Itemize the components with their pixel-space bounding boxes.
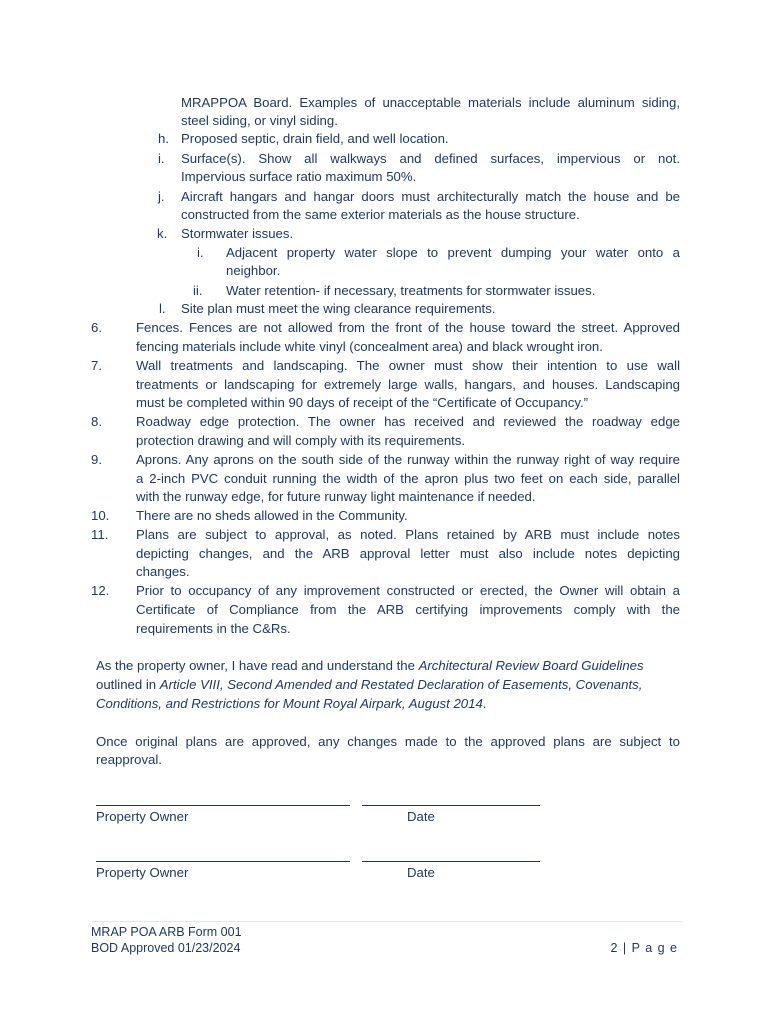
list-label: i. xyxy=(197,245,204,260)
list-item-text: changes. xyxy=(136,564,190,579)
footer-divider xyxy=(92,921,682,922)
page-number: 2 | P a g e xyxy=(610,941,678,955)
list-item-text: Roadway edge protection. The owner has received and reviewed the roadway edge xyxy=(136,414,680,429)
list-label: 12. xyxy=(91,583,110,598)
item-g-continuation-line: steel siding, or vinyl siding. xyxy=(181,113,338,128)
list-label: k. xyxy=(157,226,168,241)
list-item-text: treatments or landscaping for extremely large walls, hangars, and houses. Landscaping xyxy=(136,377,680,392)
list-item-text: Prior to occupancy of any improvement constructed or erected, the Owner will obtain a xyxy=(136,583,680,598)
list-label: 8. xyxy=(91,414,102,429)
reapproval-line: Once original plans are approved, any changes made to the approved plans are subject to xyxy=(96,734,680,749)
date-signature-label: Date xyxy=(407,865,435,880)
list-item-text: Aircraft hangars and hangar doors must architecturally match the house and be xyxy=(181,189,680,204)
declaration-title: Article VIII, Second Amended and Restated Declaration of Easements, Covenants, xyxy=(159,677,643,692)
list-label: 6. xyxy=(91,320,102,335)
acknowledgement-line xyxy=(96,695,486,713)
acknowledgement-text: . xyxy=(482,696,487,711)
list-item-text: Certificate of Compliance from the ARB certifying improvements comply with the xyxy=(136,602,680,617)
list-item-text: Proposed septic, drain field, and well location. xyxy=(181,131,449,146)
footer-form-id: MRAP POA ARB Form 001 xyxy=(91,925,242,939)
list-item-text: constructed from the same exterior materials as the house structure. xyxy=(181,207,580,222)
owner-signature-label: Property Owner xyxy=(96,865,189,880)
list-item-text: a 2-inch PVC conduit running the width of the apron plus two feet on each side, parallel xyxy=(136,471,680,486)
reapproval-line: reapproval. xyxy=(96,752,162,767)
list-item-text: protection drawing and will comply with its requirements. xyxy=(136,433,466,448)
owner-signature-line[interactable] xyxy=(96,861,350,862)
guidelines-title: Architectural Review Board Guidelines xyxy=(418,658,644,673)
list-item-text: Wall treatments and landscaping. The owner must show their intention to use wall xyxy=(136,358,680,373)
item-g-continuation-line: MRAPPOA Board. Examples of unacceptable materials include aluminum siding, xyxy=(181,95,680,110)
date-signature-label: Date xyxy=(407,809,435,824)
list-label: 10. xyxy=(91,508,110,523)
list-item-text: Surface(s). Show all walkways and defined surfaces, impervious or not. xyxy=(181,151,680,166)
date-signature-line[interactable] xyxy=(362,861,540,862)
list-label: 7. xyxy=(91,358,102,373)
list-item-text: Plans are subject to approval, as noted. Plans retained by ARB must include notes xyxy=(136,527,680,542)
list-item-text: Fences. Fences are not allowed from the front of the house toward the street. Approved xyxy=(136,320,680,335)
list-item-text: fencing materials include white vinyl (concealment area) and black wrought iron. xyxy=(136,339,603,354)
list-label: ii. xyxy=(193,283,203,298)
list-label: 9. xyxy=(91,452,102,467)
list-item-text: Adjacent property water slope to prevent dumping your water onto a xyxy=(226,245,680,260)
list-label: i. xyxy=(158,151,165,166)
list-item-text: Impervious surface ratio maximum 50%. xyxy=(181,169,417,184)
list-label: h. xyxy=(158,131,169,146)
list-item-text: with the runway edge, for future runway light maintenance if needed. xyxy=(136,489,536,504)
acknowledgement-line xyxy=(96,676,642,694)
list-item-text: neighbor. xyxy=(226,263,281,278)
owner-signature-line[interactable] xyxy=(96,805,350,806)
list-item-text: requirements in the C&Rs. xyxy=(136,621,291,636)
declaration-title: Conditions, and Restrictions for Mount Royal Airpark, August 2014 xyxy=(96,696,483,711)
list-item-text: must be completed within 90 days of receipt of the “Certificate of Occupancy.” xyxy=(136,395,589,410)
list-item-text: Stormwater issues. xyxy=(181,226,294,241)
list-item-text: Site plan must meet the wing clearance requirements. xyxy=(181,301,496,316)
list-label: l. xyxy=(159,301,166,316)
owner-signature-label: Property Owner xyxy=(96,809,189,824)
footer-approval-date: BOD Approved 01/23/2024 xyxy=(91,941,241,955)
acknowledgement-text: As the property owner, I have read and understand the xyxy=(96,658,419,673)
list-item-text: There are no sheds allowed in the Community. xyxy=(136,508,408,523)
date-signature-line[interactable] xyxy=(362,805,540,806)
list-label: 11. xyxy=(91,527,109,542)
list-label: j. xyxy=(158,189,165,204)
acknowledgement-text: outlined in xyxy=(96,677,160,692)
list-item-text: Water retention- if necessary, treatments for stormwater issues. xyxy=(226,283,596,298)
list-item-text: depicting changes, and the ARB approval letter must also include notes depicting xyxy=(136,546,680,561)
list-item-text: Aprons. Any aprons on the south side of the runway within the runway right of way require xyxy=(136,452,680,467)
acknowledgement-line xyxy=(96,657,644,675)
